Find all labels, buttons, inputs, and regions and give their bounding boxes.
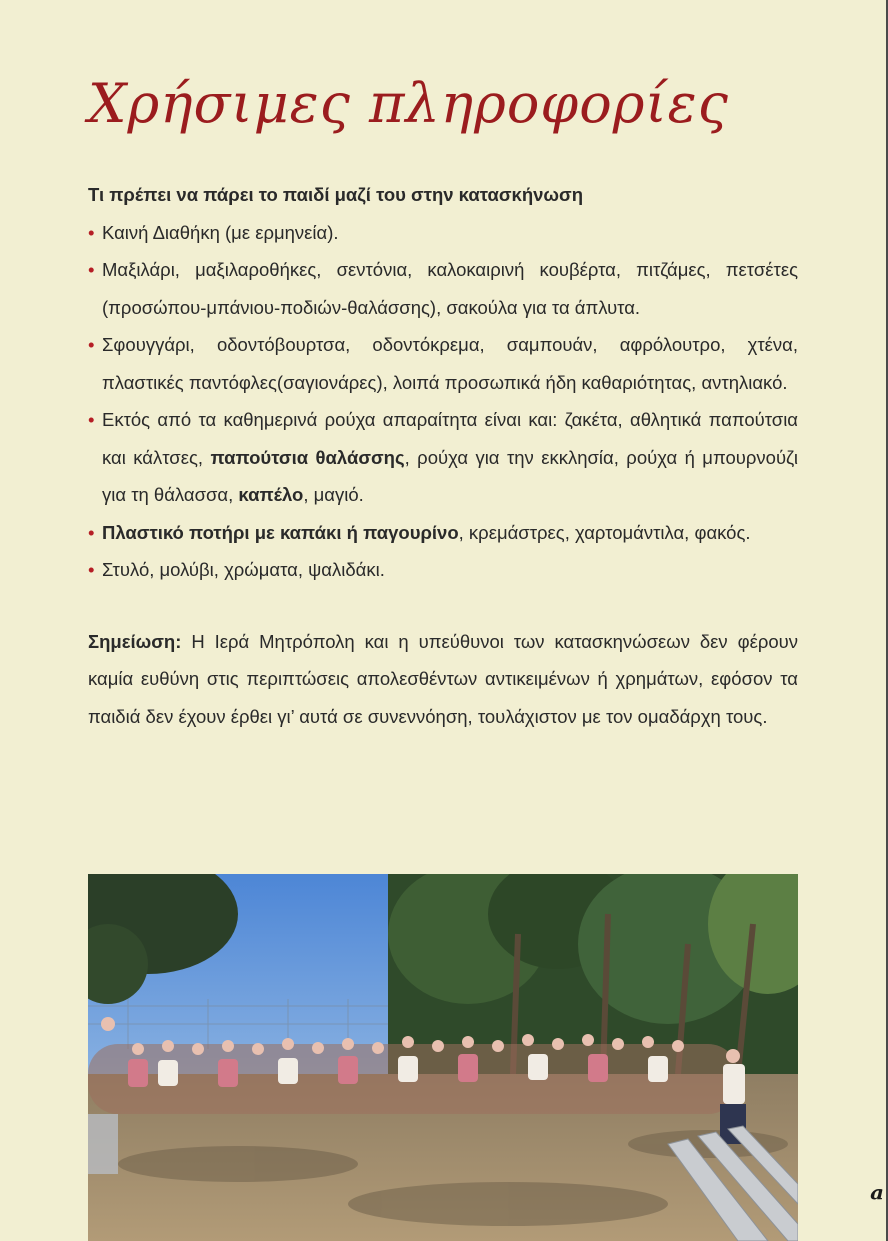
list-item: • Σφουγγάρι, οδοντόβουρτσα, οδοντόκρεμα, σαμπουάν, αφρόλουτρο, χτένα, πλαστικές παντόφλες(σαγιονάρες), λοιπά προσωπικά ήδη καθαριότητας, αντηλιακό. bbox=[88, 326, 798, 401]
list-item: • Εκτός από τα καθημερινά ρούχα απαραίτητα είναι και: ζακέτα, αθλητικά παπούτσια και κάλτσες, παπούτσια θαλάσσης, ρούχα για την εκκλησία, ρούχα ή μπουρνούζι για τη θάλασσα, καπέλο, μαγιό. bbox=[88, 401, 798, 514]
page-title: Χρήσιμες πληροφορίες bbox=[88, 72, 729, 135]
list-item: • Πλαστικό ποτήρι με καπάκι ή παγουρίνο, κρεμάστρες, χαρτομάντιλα, φακός. bbox=[88, 514, 798, 552]
note-paragraph bbox=[88, 623, 798, 736]
list-item: • Καινή Διαθήκη (με ερμηνεία). bbox=[88, 214, 798, 252]
list-item: • Στυλό, μολύβι, χρώματα, ψαλιδάκι. bbox=[88, 551, 798, 589]
main-content bbox=[88, 176, 798, 754]
note-label: Σημείωση: bbox=[88, 630, 182, 652]
group-photo bbox=[88, 874, 798, 1241]
list-item: • Μαξιλάρι, μαξιλαροθήκες, σεντόνια, καλοκαιρινή κουβέρτα, πιτζάμες, πετσέτες (προσώπου-μπάνιου-ποδιών-θαλάσσης), σακούλα για τα άπλυτα. bbox=[88, 251, 798, 326]
packing-list bbox=[88, 214, 798, 589]
note-text: Η Ιερά Μητρόπολη και η υπεύθυνοι των κατασκηνώσεων δεν φέρουν καμία ευθύνη στις περιπτώσεις απολεσθέντων αντικειμένων ή χρημάτων, εφόσον τα παιδιά δεν έχουν έρθει γι’ αυτά σε συνεννόηση, τουλάχιστον με τον ομαδάρχη τους. bbox=[88, 630, 799, 727]
page-corner-mark: ₐ bbox=[870, 1168, 884, 1208]
group-photo-icon bbox=[88, 874, 798, 1241]
list-heading: Τι πρέπει να πάρει το παιδί μαζί του στην κατασκήνωση bbox=[88, 184, 584, 205]
